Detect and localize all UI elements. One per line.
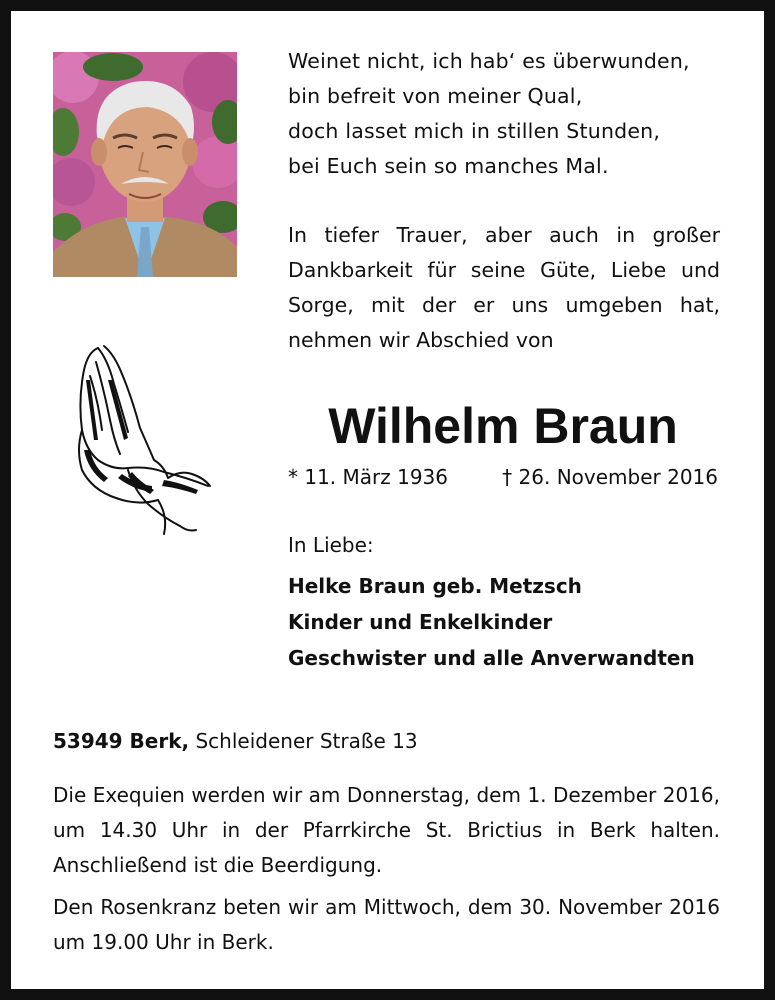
deceased-name: Wilhelm Braun — [328, 398, 678, 454]
address — [53, 724, 418, 758]
poem-line: bei Euch sein so manches Mal. — [288, 154, 609, 178]
portrait-photo-icon — [53, 52, 237, 277]
rosary-text: Den Rosenkranz beten wir am Mittwoch, dem 30. November 2016 um 19.00 Uhr in Berk. — [53, 895, 720, 954]
intro-text: In tiefer Trauer, aber auch in großer Dankbarkeit für seine Güte, Liebe und Sorge, mit der er uns umgeben hat, nehmen wir Abschied von — [288, 223, 720, 352]
poem-line: doch lasset mich in stillen Stunden, — [288, 119, 661, 143]
mourner-line: Kinder und Enkelkinder — [288, 610, 553, 634]
poem-line: Weinet nicht, ich hab‘ es überwunden, — [288, 49, 690, 73]
mourner-line: Helke Braun geb. Metzsch — [288, 574, 582, 598]
life-dates — [288, 460, 718, 494]
poem — [288, 44, 728, 184]
funeral-service-text: Die Exequien werden wir am Donnerstag, dem 1. Dezember 2016, um 14.30 Uhr in der Pfarrkirche St. Brictius in Berk halten. Anschließend ist die Beerdigung. — [53, 783, 720, 877]
praying-hands — [68, 340, 218, 538]
poem-line: bin befreit von meiner Qual, — [288, 84, 583, 108]
in-love-label: In Liebe: — [288, 533, 374, 557]
address-city: 53949 Berk, — [53, 729, 190, 753]
portrait-photo — [53, 52, 237, 277]
mourners-list — [288, 568, 695, 676]
death-date: † 26. November 2016 — [502, 465, 718, 489]
birth-date: * 11. März 1936 — [288, 465, 449, 489]
address-street: Schleidener Straße 13 — [195, 729, 418, 753]
praying-hands-icon — [68, 340, 218, 538]
mourner-line: Geschwister und alle Anverwandten — [288, 646, 695, 670]
